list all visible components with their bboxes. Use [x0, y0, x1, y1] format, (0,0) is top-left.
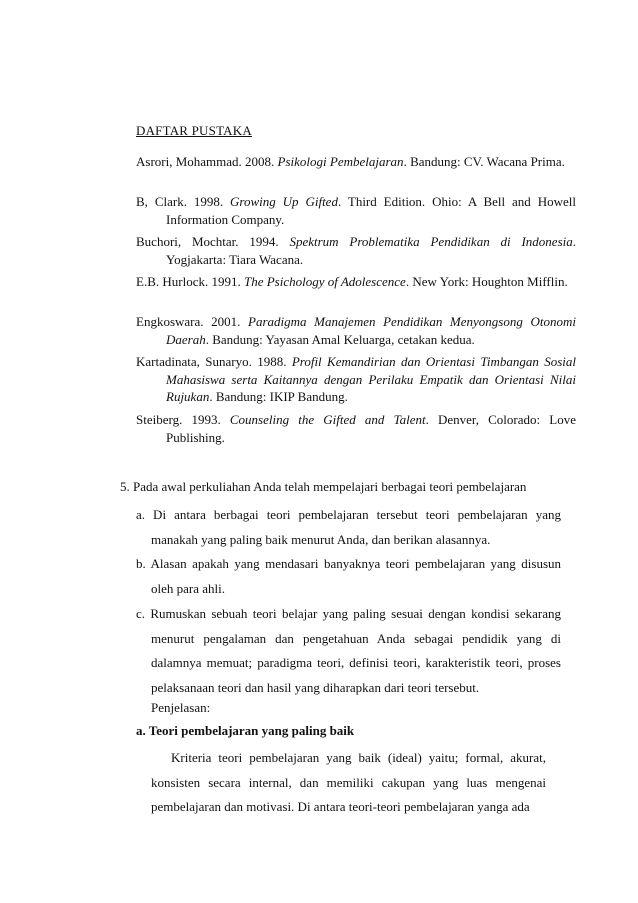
reference-title: Profil Kemandirian dan Orientasi Timbangan Sosial Mahasiswa serta Kaitannya dengan Perilaku Empatik dan Orientasi Nilai Rujukan: [166, 354, 577, 404]
reference-entry: [136, 193, 576, 228]
reference-publisher: . Bandung: CV. Wacana Prima.: [403, 154, 565, 169]
reference-title: The Psichology of Adolescence: [243, 274, 406, 289]
reference-title: Growing Up Gifted: [230, 194, 338, 209]
reference-publisher: . Yogjakarta: Tiara Wacana.: [166, 234, 576, 267]
reference-entry: [136, 353, 576, 406]
bibliography-heading: DAFTAR PUSTAKA: [136, 123, 252, 138]
reference-entry: [136, 273, 576, 291]
reference-author-year: Engkoswara. 2001.: [136, 314, 248, 329]
reference-author-year: Asrori, Mohammad. 2008.: [136, 154, 278, 169]
reference-title: Spektrum Problematika Pendidikan di Indonesia: [289, 234, 573, 249]
question-intro: 5. Pada awal perkuliahan Anda telah mempelajari berbagai teori pembelajaran: [120, 479, 527, 494]
reference-publisher: . Third Edition. Ohio: A Bell and Howell Information Company.: [166, 194, 576, 227]
reference-publisher: . Bandung: IKIP Bandung.: [209, 389, 348, 404]
question-item-a: a. Di antara berbagai teori pembelajaran tersebut teori pembelajaran yang manakah yang paling baik menurut Anda, dan berikan alasannya.: [136, 507, 561, 547]
reference-publisher: . New York: Houghton Mifflin.: [405, 274, 568, 289]
reference-author-year: B, Clark. 1998.: [136, 194, 231, 209]
reference-entry: [136, 233, 576, 268]
reference-author-year: E.B. Hurlock. 1991.: [136, 274, 244, 289]
reference-author-year: Buchori, Mochtar. 1994.: [136, 234, 290, 249]
question-item-c: c. Rumuskan sebuah teori belajar yang paling sesuai dengan kondisi sekarang menurut pengalaman dan pengetahuan Anda sebagai pendidik yang di dalamnya memuat; paradigma teori, definisi teori, karakteristik teori, proses pelaksanaan teori dan hasil yang diharapkan dari teori tersebut.: [136, 606, 561, 695]
reference-entry: [136, 411, 576, 446]
question-item-b: b. Alasan apakah yang mendasari banyaknya teori pembelajaran yang disusun oleh para ahli.: [136, 556, 561, 596]
reference-publisher: . Bandung: Yayasan Amal Keluarga, cetakan kedua.: [205, 331, 475, 347]
explanation-label: Penjelasan:: [151, 700, 211, 715]
reference-author-year: Kartadinata, Sunaryo. 1988.: [136, 354, 292, 369]
reference-author-year: Steiberg. 1993.: [136, 412, 230, 427]
reference-title: Paradigma Manajemen Pendidikan Menyongsong Otonomi Daerah: [166, 314, 576, 347]
reference-title: Psikologi Pembelajaran: [277, 154, 404, 169]
explanation-paragraph: Kriteria teori pembelajaran yang baik (ideal) yaitu; formal, akurat, konsisten secara internal, dan memiliki cakupan yang luas mengenai pembelajaran dan motivasi. Di antara teori-teori pembelajaran yanga ada: [151, 750, 546, 814]
reference-title: Counseling the Gifted and Talent: [229, 412, 426, 427]
reference-entry: [136, 313, 576, 348]
reference-publisher: . Denver, Colorado: Love Publishing.: [166, 412, 576, 445]
reference-entry: [136, 153, 576, 171]
explanation-subheading: a. Teori pembelajaran yang paling baik: [136, 723, 355, 738]
